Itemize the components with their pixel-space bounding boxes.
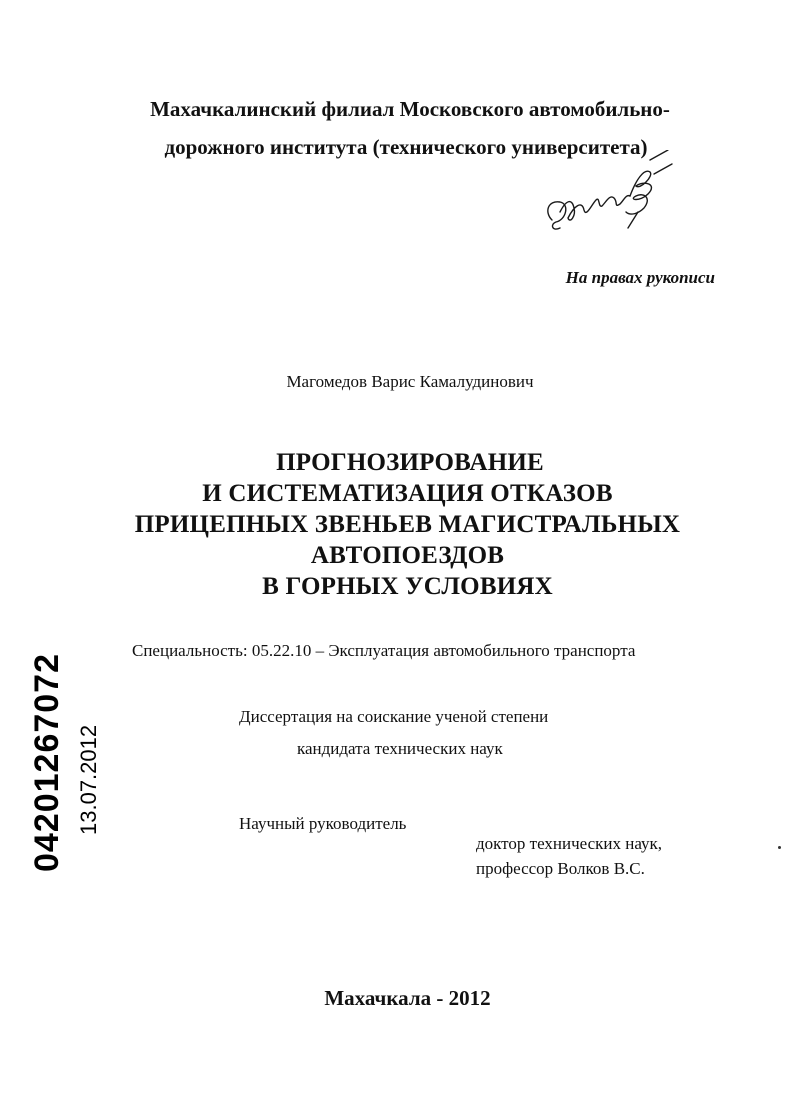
stamp-number: 04201267072 [28,652,66,872]
advisor-label: Научный руководитель [239,814,407,833]
library-stamp [26,650,106,880]
institution-line-1: Махачкалинский филиал Московского автомобильно- [150,97,670,121]
scan-speck [778,846,781,849]
title-line-4: АВТОПОЕЗДОВ [310,542,505,569]
title-line-1: ПРОГНОЗИРОВАНИЕ [276,449,544,476]
author-name: Магомедов Варис Камалудинович [286,372,534,391]
dissertation-line-2: кандидата технических наук [297,739,503,758]
specialty: Специальность: 05.22.10 – Эксплуатация автомобильного транспорта [132,641,636,660]
handwritten-signature [540,150,680,250]
stamp-date: 13.07.2012 [76,724,101,835]
title-line-2: И СИСТЕМАТИЗАЦИЯ ОТКАЗОВ [202,480,613,507]
dissertation-line-1: Диссертация на соискание ученой степени [239,707,549,726]
advisor-name: профессор Волков В.С. [476,859,645,878]
advisor-degree: доктор технических наук, [476,834,663,853]
city-year: Махачкала - 2012 [324,986,491,1010]
title-line-3: ПРИЦЕПНЫХ ЗВЕНЬЕВ МАГИСТРАЛЬНЫХ [134,511,681,538]
title-line-5: В ГОРНЫХ УСЛОВИЯХ [262,573,553,600]
rights-note: На правах рукописи [565,268,715,287]
institution-line-2: дорожного института (технического университета) [164,135,648,159]
